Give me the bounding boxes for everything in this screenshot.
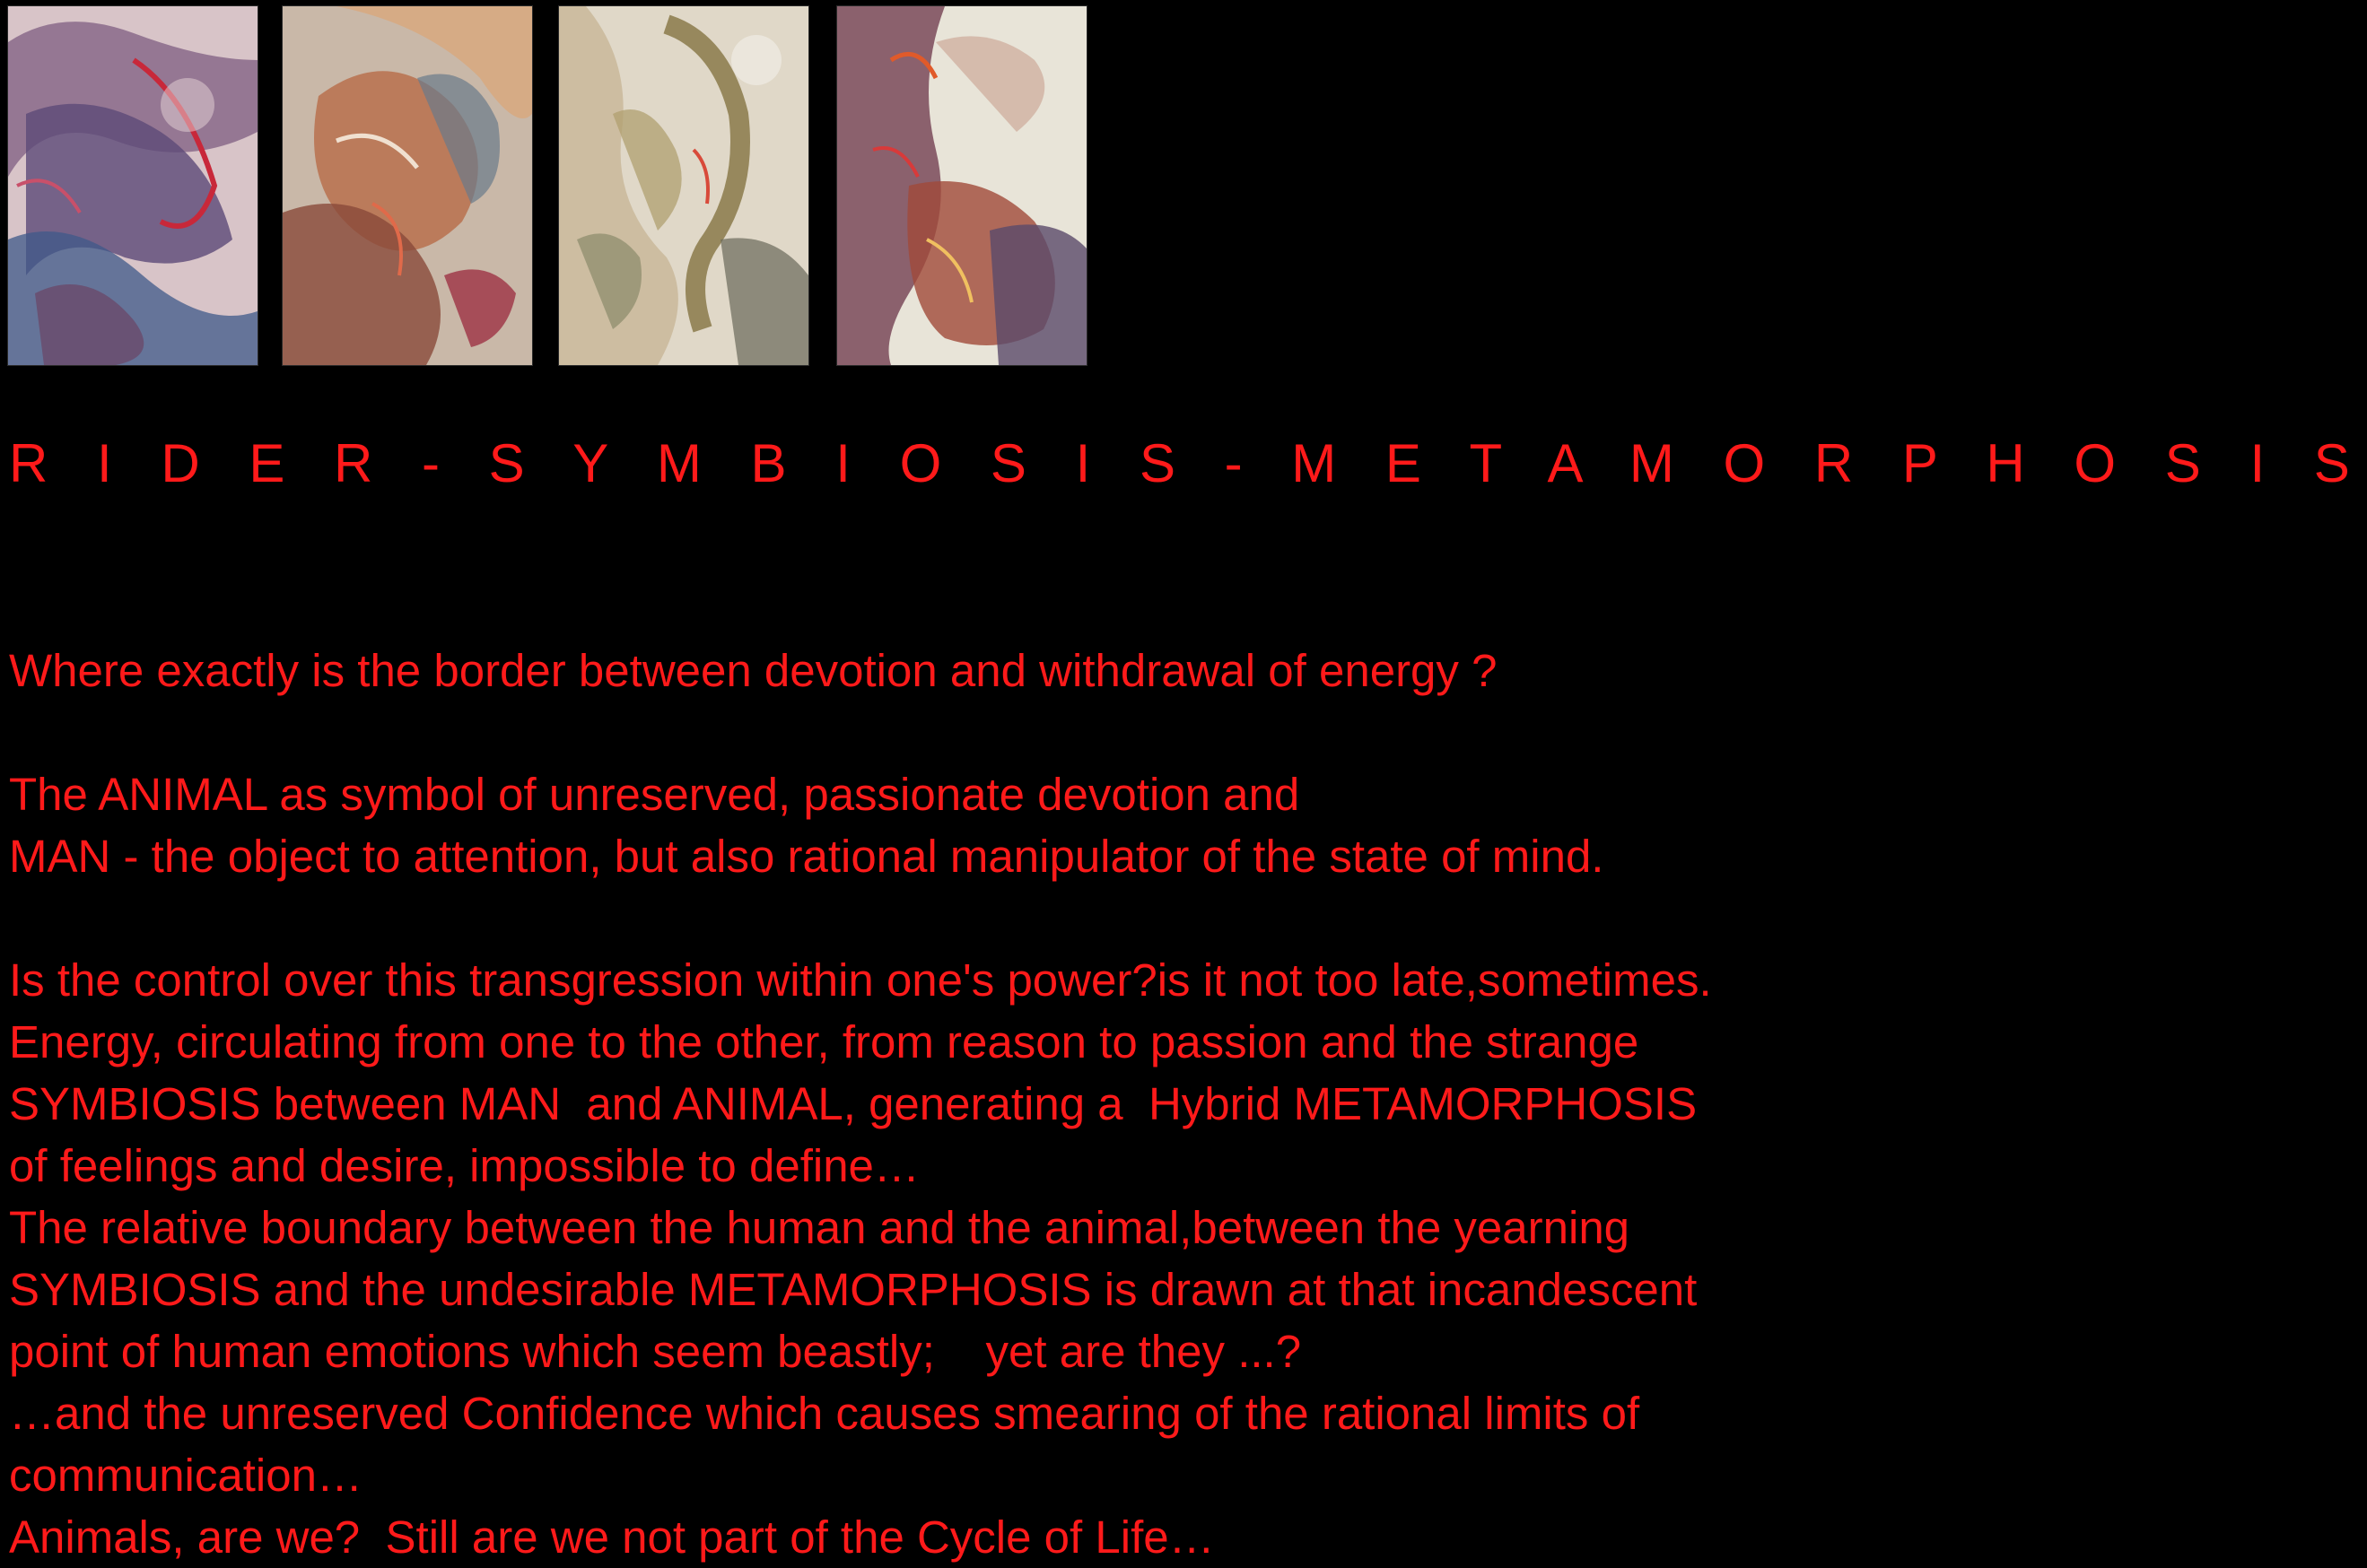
- animal-line: The ANIMAL as symbol of unreserved, passionate devotion and: [9, 769, 1300, 820]
- text-line: Energy, circulating from one to the other, from reason to passion and the strange: [9, 1016, 1639, 1067]
- text-line: Is the control over this transgression within one's power?is it not too late,sometimes.: [9, 954, 1712, 1006]
- painting-2[interactable]: [282, 5, 533, 366]
- description-text: [9, 640, 1929, 1568]
- text-line: of feelings and desire, impossible to define…: [9, 1140, 920, 1191]
- text-line: SYMBIOSIS between MAN and ANIMAL, generating a Hybrid METAMORPHOSIS: [9, 1078, 1698, 1129]
- text-line: …and the unreserved Confidence which causes smearing of the rational limits of: [9, 1388, 1640, 1439]
- text-line: point of human emotions which seem beastly; yet are they ...?: [9, 1326, 1302, 1377]
- painting-1[interactable]: [7, 5, 258, 366]
- paragraph-spacer: [9, 701, 1929, 763]
- text-line: SYMBIOSIS and the undesirable METAMORPHOSIS is drawn at that incandescent: [9, 1264, 1698, 1315]
- painting-gallery: [7, 5, 1102, 364]
- painting-3[interactable]: [558, 5, 809, 366]
- man-line: MAN - the object to attention, but also rational manipulator of the state of mind.: [9, 831, 1604, 882]
- text-line: Animals, are we? Still are we not part of the Cycle of Life…: [9, 1511, 1215, 1563]
- text-line: The relative boundary between the human and the animal,between the yearning: [9, 1202, 1630, 1253]
- text-line: communication…: [9, 1450, 362, 1501]
- page-title: R I D E R - S Y M B I O S I S - M E T A M O R P H O S I S: [9, 433, 2367, 493]
- question-line: Where exactly is the border between devotion and withdrawal of energy ?: [9, 645, 1498, 696]
- paragraph-spacer: [9, 887, 1929, 949]
- painting-4[interactable]: [836, 5, 1087, 366]
